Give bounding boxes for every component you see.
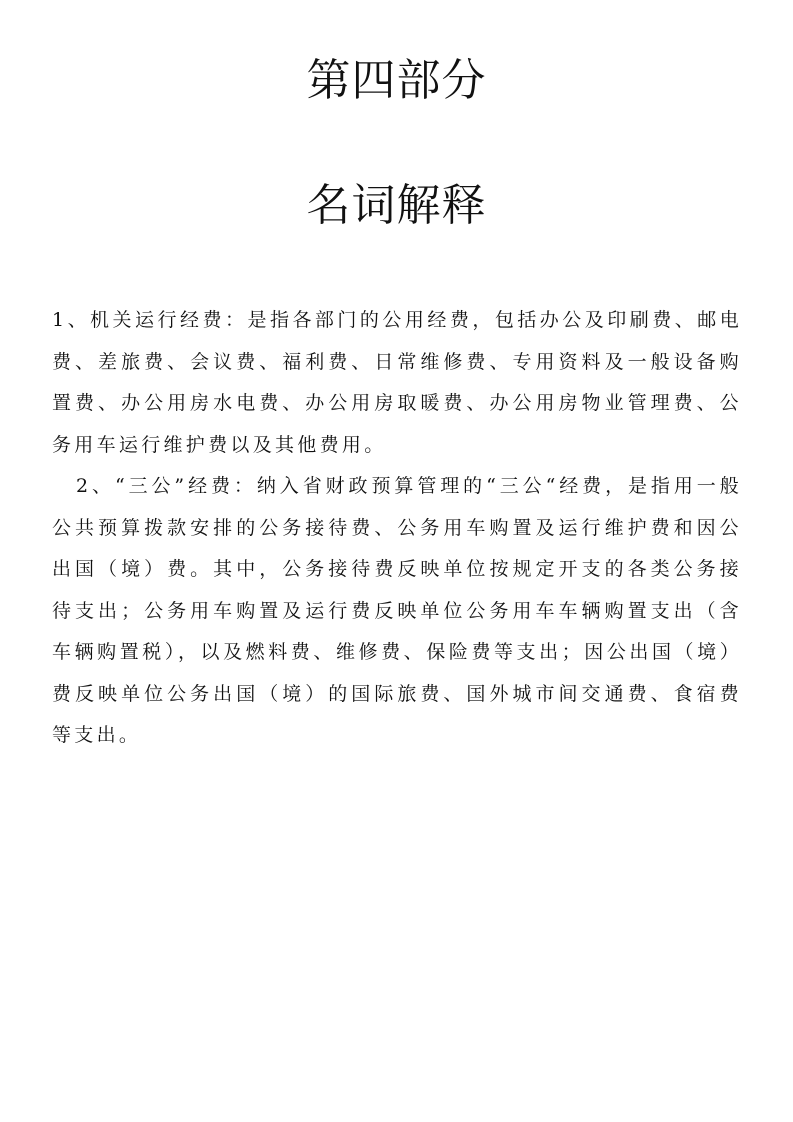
part-title: 第四部分 xyxy=(306,55,487,106)
document-body xyxy=(52,300,742,757)
section-title: 名词解释 xyxy=(306,180,487,231)
paragraph-operating-expenses: 1、机关运行经费：是指各部门的公用经费，包括办公及印刷费、邮电费、差旅费、会议费、福利费、日常维修费、专用资料及一般设备购置费、办公用房水电费、办公用房取暖费、办公用房物业管理费、公务用车运行维护费以及其他费用。 xyxy=(52,309,742,456)
paragraph-three-public-expenses: 2、“三公”经费：纳入省财政预算管理的“三公“经费，是指用一般公共预算拨款安排的公务接待费、公务用车购置及运行维护费和因公出国（境）费。其中，公务接待费反映单位按规定开支的各类公务接待支出；公务用车购置及运行费反映单位公务用车车辆购置支出（含车辆购置税），以及燃料费、维修费、保险费等支出；因公出国（境）费反映单位公务出国（境）的国际旅费、国外城市间交通费、食宿费等支出。 xyxy=(52,475,742,746)
